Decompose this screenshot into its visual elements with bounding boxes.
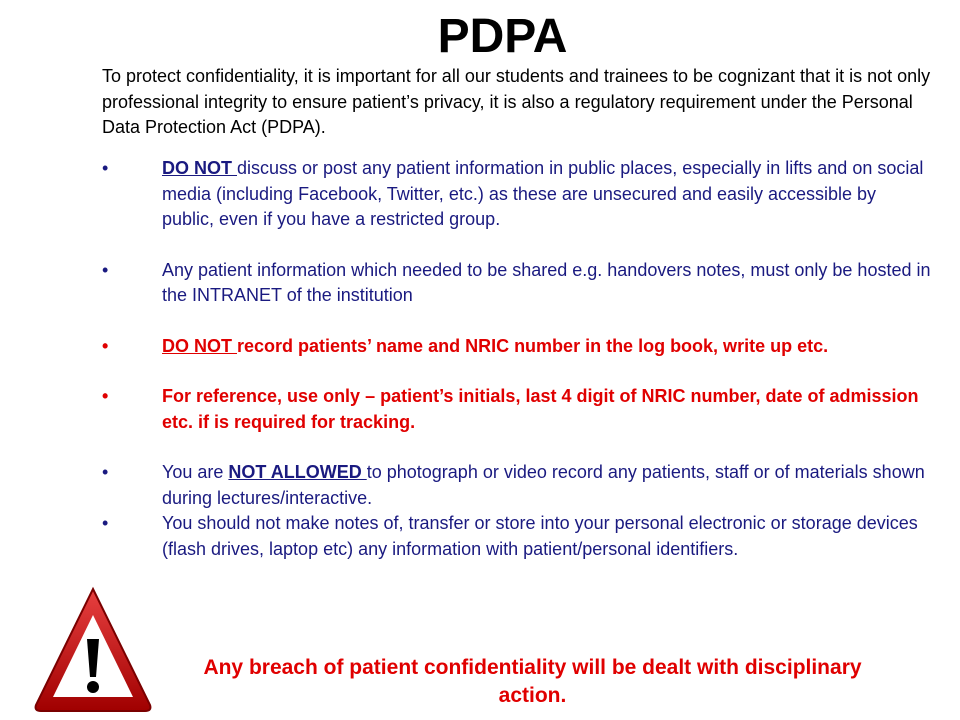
not-allowed-emphasis: NOT ALLOWED <box>228 462 367 482</box>
list-item-reference <box>102 384 932 435</box>
bullet-text: You should not make notes of, transfer or store into your personal electronic or storage devices (flash drives, laptop etc) any information with patient/personal identifiers. <box>162 513 918 559</box>
bullet-text: record patients’ name and NRIC number in the log book, write up etc. <box>237 335 829 356</box>
do-not-emphasis: DO NOT <box>162 335 237 356</box>
list-item-storage <box>102 511 932 562</box>
list-item-log-book <box>102 334 932 360</box>
breach-warning-text: Any breach of patient confidentiality will be dealt with disciplinary action. <box>203 656 862 707</box>
page-title: PDPA <box>437 10 568 63</box>
bullet-dot: • <box>102 259 109 280</box>
bullet-dot: • <box>102 462 109 482</box>
list-item-intranet <box>102 258 932 309</box>
bullet-dot: • <box>102 386 109 406</box>
intro-paragraph: To protect confidentiality, it is important for all our students and trainees to be cognizant that it is not only professional integrity to ensure patient’s privacy, it is also a regulatory requirement under the Personal Data Protection Act (PDPA). <box>102 66 931 137</box>
bullet-list <box>102 156 932 562</box>
bullet-text: For reference, use only – patient’s initials, last 4 digit of NRIC number, date of admission etc. if is required for tracking. <box>162 386 919 432</box>
bullet-dot: • <box>102 335 109 356</box>
bullet-dot: • <box>102 158 109 178</box>
bullet-text: discuss or post any patient information in public places, especially in lifts and on social media (including Facebook, Twitter, etc.) as these are unsecured and easily accessible by public, even if you have a restricted group. <box>162 158 924 229</box>
list-item-discuss <box>102 156 932 233</box>
bullet-text: Any patient information which needed to be shared e.g. handovers notes, must only be hosted in the INTRANET of the institution <box>162 259 931 305</box>
warning-triangle-icon <box>32 585 154 715</box>
bullet-text: to photograph or video record any patients, staff or of materials shown during lectures/interactive. <box>162 462 925 508</box>
list-item-photograph <box>102 460 932 511</box>
bullet-prefix: You are <box>162 462 229 482</box>
bullet-dot: • <box>102 513 109 533</box>
do-not-emphasis: DO NOT <box>162 158 237 178</box>
